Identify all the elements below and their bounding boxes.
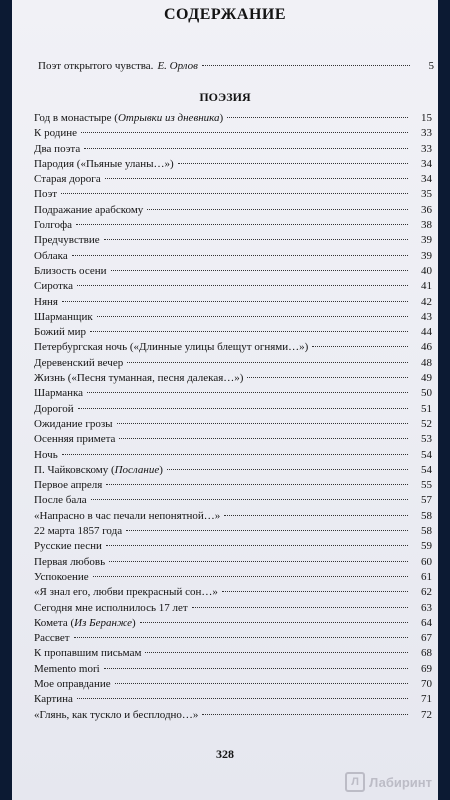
toc-entry-title: Год в монастыре ( <box>34 112 118 124</box>
toc-entry <box>34 279 432 294</box>
toc-entry <box>34 142 432 157</box>
page-number: 328 <box>216 747 234 761</box>
toc-entry-page: 41 <box>421 280 432 293</box>
toc-entry-title: 22 марта 1857 года <box>34 525 123 538</box>
dot-leader <box>224 515 408 516</box>
toc-entry-page: 34 <box>421 157 432 170</box>
dot-leader <box>106 484 408 485</box>
toc-entry-title: Пародия («Пьяные уланы…») <box>34 157 174 170</box>
toc-entry <box>34 203 432 218</box>
toc-entry-page: 33 <box>421 127 432 140</box>
toc-entry-page: 64 <box>421 616 432 629</box>
labirint-logo-icon: Л <box>345 772 365 792</box>
toc-entry-page: 72 <box>421 708 432 721</box>
toc-entry-title: П. Чайковскому ( <box>34 463 115 476</box>
toc-list <box>34 111 432 723</box>
toc-entry <box>34 432 432 447</box>
toc-entry <box>34 340 432 355</box>
dot-leader <box>77 698 408 699</box>
dot-leader <box>145 652 408 653</box>
toc-entry-page: 54 <box>421 448 432 461</box>
toc-entry <box>34 448 432 463</box>
toc-entry-title: Деревенский вечер <box>34 356 124 369</box>
toc-entry-title: Два поэта <box>34 142 81 155</box>
dot-leader <box>117 423 408 424</box>
toc-entry-page: 53 <box>421 433 432 446</box>
toc-entry-page: 58 <box>421 509 432 522</box>
toc-entry-title: Русские песни <box>34 540 102 553</box>
toc-entry-title: Предчувствие <box>34 234 100 247</box>
toc-entry <box>34 417 432 432</box>
watermark-text: Лабиринт <box>369 774 432 790</box>
toc-entry <box>34 631 432 646</box>
dot-leader <box>78 408 408 409</box>
toc-entry-page: 71 <box>421 693 432 706</box>
page-title: СОДЕРЖАНИЕ <box>163 6 287 23</box>
toc-entry-title: Осенняя примета <box>34 433 116 446</box>
toc-entry <box>34 187 432 202</box>
section-heading: ПОЭЗИЯ <box>199 90 251 104</box>
dot-leader <box>222 591 408 592</box>
toc-entry <box>34 371 432 386</box>
dot-leader <box>74 637 408 638</box>
toc-entry-title: Дорогой <box>34 402 74 415</box>
dot-leader <box>109 561 408 562</box>
toc-entry-page: 52 <box>421 417 432 430</box>
toc-entry-title: Сегодня мне исполнилось 17 лет <box>34 601 188 614</box>
toc-entry <box>34 708 432 723</box>
toc-entry-page: 57 <box>421 494 432 507</box>
toc-entry-title-end: ) <box>219 112 224 124</box>
toc-entry-title: Старая дорога <box>34 173 101 186</box>
toc-entry-title: Ожидание грозы <box>34 417 113 430</box>
dot-leader <box>140 622 408 623</box>
toc-entry-page: 33 <box>421 142 432 155</box>
toc-entry-title: К родине <box>34 127 78 140</box>
toc-entry <box>34 585 432 600</box>
toc-entry <box>34 478 432 493</box>
toc-entry <box>34 264 432 279</box>
toc-entry <box>34 356 432 371</box>
toc-entry-title: Мое оправдание <box>34 677 111 690</box>
toc-entry <box>34 616 432 631</box>
toc-entry-title: Ночь <box>34 448 58 461</box>
toc-entry-title-end: ) <box>131 616 136 629</box>
dot-leader <box>111 270 408 271</box>
toc-entry-title: Подражание арабскому <box>34 203 144 216</box>
toc-entry-page: 38 <box>421 219 432 232</box>
intro-text: Поэт открытого чувства. <box>38 60 154 72</box>
toc-entry <box>34 111 432 126</box>
toc-entry <box>34 218 432 233</box>
dot-leader <box>126 530 408 531</box>
dot-leader <box>87 392 408 393</box>
toc-entry <box>34 662 432 677</box>
toc-entry-page: 36 <box>421 203 432 216</box>
toc-entry <box>34 555 432 570</box>
toc-entry <box>34 539 432 554</box>
dot-leader <box>312 346 408 347</box>
toc-entry-page: 43 <box>421 310 432 323</box>
dot-leader <box>90 331 408 332</box>
toc-entry-title: «Глянь, как тускло и бесплодно…» <box>34 708 199 721</box>
toc-entry-title: Божий мир <box>34 326 87 339</box>
toc-entry-page: 55 <box>421 479 432 492</box>
toc-entry-page: 48 <box>421 356 432 369</box>
dot-leader <box>119 438 408 439</box>
toc-entry-title: Сиротка <box>34 280 73 293</box>
dot-leader <box>227 117 408 118</box>
toc-entry-page: 58 <box>421 525 432 538</box>
toc-entry-page: 35 <box>421 188 432 201</box>
toc-entry <box>34 493 432 508</box>
toc-entry <box>34 692 432 707</box>
toc-entry-page: 39 <box>421 249 432 262</box>
dot-leader <box>104 668 408 669</box>
toc-entry <box>34 677 432 692</box>
toc-entry-title: Успокоение <box>34 570 89 583</box>
toc-entry-title: «Я знал его, любви прекрасный сон…» <box>34 586 218 599</box>
intro-entry <box>38 60 434 72</box>
toc-entry-subtitle: Отрывки из дневника <box>117 112 220 124</box>
toc-entry-page: 70 <box>421 677 432 690</box>
toc-entry-page: 44 <box>421 326 432 339</box>
dot-leader <box>97 316 408 317</box>
dot-leader <box>93 576 408 577</box>
toc-entry-title: Петербургская ночь («Длинные улицы блещут огнями…») <box>34 341 309 354</box>
toc-entry-page: 40 <box>421 264 432 277</box>
toc-entry-subtitle: Послание <box>114 463 160 476</box>
toc-entry-page: 46 <box>421 341 432 354</box>
dot-leader <box>192 607 408 608</box>
dot-leader <box>106 545 408 546</box>
toc-entry <box>34 386 432 401</box>
dot-leader <box>147 209 408 210</box>
toc-entry-page: 15 <box>421 112 432 124</box>
toc-entry <box>34 646 432 661</box>
dot-leader <box>247 377 408 378</box>
toc-entry-title: Memento mori <box>34 662 100 675</box>
toc-entry <box>34 570 432 585</box>
dot-leader <box>62 454 408 455</box>
toc-entry-title: «Напрасно в час печали непонятной…» <box>34 509 221 522</box>
toc-entry <box>34 172 432 187</box>
dot-leader <box>202 714 408 715</box>
toc-entry-page: 68 <box>421 647 432 660</box>
toc-entry <box>34 509 432 524</box>
toc-entry-title: После бала <box>34 494 87 507</box>
toc-entry-title: Комета ( <box>34 616 75 629</box>
toc-entry-page: 42 <box>421 295 432 308</box>
dot-leader <box>115 683 408 684</box>
toc-entry-title: К пропавшим письмам <box>34 647 142 660</box>
toc-entry <box>34 325 432 340</box>
toc-entry <box>34 524 432 539</box>
dot-leader <box>127 362 408 363</box>
dot-leader <box>61 193 408 194</box>
toc-entry-title: Шарманка <box>34 387 84 400</box>
toc-entry-page: 50 <box>421 387 432 400</box>
dot-leader <box>77 285 408 286</box>
toc-entry-title: Рассвет <box>34 632 70 645</box>
toc-entry <box>34 463 432 478</box>
toc-entry-title: Няня <box>34 295 58 308</box>
toc-entry-title: Картина <box>34 693 73 706</box>
toc-entry-page: 34 <box>421 173 432 186</box>
toc-entry-title: Поэт <box>34 188 58 201</box>
toc-entry-title: Жизнь («Песня туманная, песня далекая…») <box>34 372 244 385</box>
dot-leader <box>167 469 408 470</box>
toc-entry-page: 60 <box>421 555 432 568</box>
intro-author: Е. Орлов <box>157 60 198 72</box>
toc-entry-page: 39 <box>421 234 432 247</box>
toc-entry <box>34 249 432 264</box>
toc-entry-title: Голгофа <box>34 219 72 232</box>
dot-leader <box>62 301 408 302</box>
book-page <box>12 0 438 800</box>
toc-entry-page: 61 <box>421 570 432 583</box>
toc-entry-page: 69 <box>421 662 432 675</box>
toc-entry-page: 63 <box>421 601 432 614</box>
toc-entry-subtitle: Из Беранже <box>74 616 132 629</box>
dot-leader <box>202 65 410 66</box>
dot-leader <box>72 255 408 256</box>
toc-entry <box>34 295 432 310</box>
toc-entry-title-end: ) <box>159 463 163 476</box>
toc-entry-title: Первая любовь <box>34 555 106 568</box>
watermark <box>345 772 432 792</box>
dot-leader <box>104 239 408 240</box>
toc-entry <box>34 601 432 616</box>
toc-entry <box>34 233 432 248</box>
toc-entry-page: 54 <box>421 463 432 476</box>
toc-entry-page: 67 <box>421 632 432 645</box>
toc-entry-page: 59 <box>421 540 432 553</box>
toc-entry-page: 51 <box>421 402 432 415</box>
toc-entry-title: Облака <box>34 249 68 262</box>
toc-entry-title: Шарманщик <box>34 310 93 323</box>
dot-leader <box>81 132 408 133</box>
toc-entry <box>34 126 432 141</box>
dot-leader <box>105 178 408 179</box>
dot-leader <box>91 499 408 500</box>
toc-entry-page: 49 <box>421 372 432 385</box>
toc-entry-title: Первое апреля <box>34 479 103 492</box>
toc-entry <box>34 402 432 417</box>
toc-entry-title: Близость осени <box>34 264 107 277</box>
toc-entry-page: 62 <box>421 586 432 599</box>
toc-entry <box>34 157 432 172</box>
toc-entry <box>34 310 432 325</box>
dot-leader <box>84 148 408 149</box>
intro-page: 5 <box>428 60 434 72</box>
dot-leader <box>76 224 408 225</box>
dot-leader <box>178 163 408 164</box>
